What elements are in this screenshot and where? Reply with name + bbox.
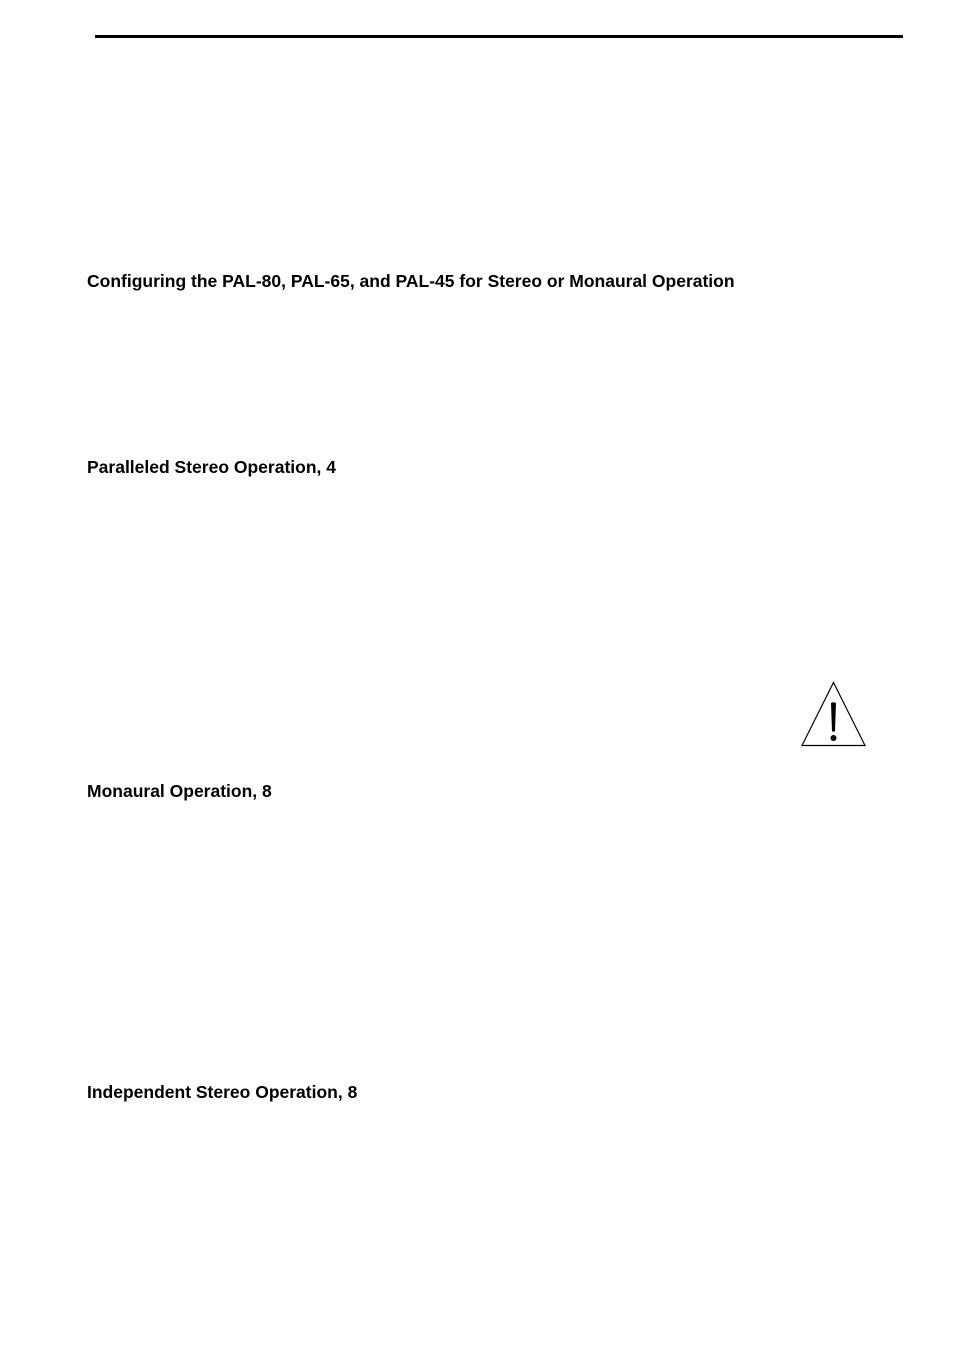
- heading-independent-stereo: Independent Stereo Operation, 8: [87, 1082, 358, 1102]
- heading-configuring: Configuring the PAL-80, PAL-65, and PAL-45 for Stereo or Monaural Operation: [87, 271, 735, 291]
- heading-monaural: Monaural Operation, 8: [87, 781, 272, 801]
- heading-paralleled-stereo: Paralleled Stereo Operation, 4: [87, 457, 336, 477]
- warning-triangle-icon: [800, 681, 867, 747]
- header-rule: [95, 35, 903, 38]
